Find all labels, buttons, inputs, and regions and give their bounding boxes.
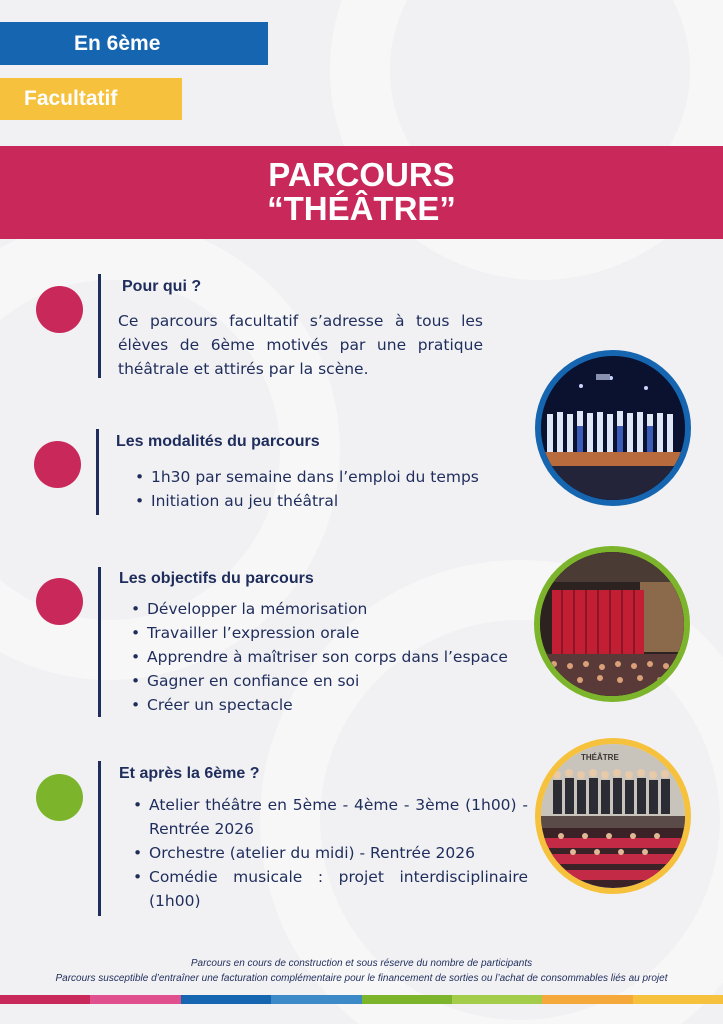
list-item: • Atelier théâtre en 5ème - 4ème - 3ème (1h00) - Rentrée 2026 — [133, 793, 528, 841]
footer-note-1: Parcours en cours de construction et sous réserve du nombre de participants — [190, 958, 533, 969]
section-dot-green — [36, 774, 83, 821]
list-item: • Orchestre (atelier du midi) - Rentrée 2026 — [133, 841, 528, 865]
stripe-segment — [181, 995, 271, 1004]
stage-performers-photo — [535, 350, 691, 506]
apres-list — [119, 793, 528, 913]
list-item: • Initiation au jeu théâtral — [135, 489, 516, 513]
stripe-segment — [542, 995, 632, 1004]
section-apres — [98, 761, 528, 916]
stripe-segment — [362, 995, 452, 1004]
section-pour-qui — [98, 274, 483, 378]
section-title: Les objectifs du parcours — [119, 570, 314, 587]
stripe-segment — [90, 995, 180, 1004]
list-item: • Comédie musicale : projet interdisciplinaire (1h00) — [133, 865, 528, 913]
list-item: • Apprendre à maîtriser son corps dans l’espace — [131, 645, 518, 669]
theatre-sign-text: THÉÂTRE — [581, 753, 619, 762]
section-title: Et après la 6ème ? — [119, 765, 260, 782]
list-item: • Gagner en confiance en soi — [131, 669, 518, 693]
section-dot-crimson — [34, 441, 81, 488]
auditorium-curtain-image — [540, 552, 684, 696]
section-dot-crimson — [36, 578, 83, 625]
color-stripe — [0, 995, 723, 1004]
section-objectifs — [98, 567, 518, 717]
auditorium-curtain-photo — [534, 546, 690, 702]
list-item: • Travailler l’expression orale — [131, 621, 518, 645]
section-dot-crimson — [36, 286, 83, 333]
optional-tag: Facultatif — [0, 78, 182, 120]
stripe-segment — [633, 995, 723, 1004]
stripe-segment — [452, 995, 542, 1004]
list-item: • Créer un spectacle — [131, 693, 518, 717]
title-banner — [0, 146, 723, 239]
list-item: • 1h30 par semaine dans l’emploi du temps — [135, 465, 516, 489]
section-title: Pour qui ? — [122, 278, 202, 295]
stripe-segment — [271, 995, 361, 1004]
section-modalites — [96, 429, 516, 515]
stripe-segment — [0, 995, 90, 1004]
section-body: Ce parcours facultatif s’adresse à tous les élèves de 6ème motivés par une pratique théâtrale et attirés par la scène. — [118, 312, 483, 378]
section-title: Les modalités du parcours — [116, 433, 320, 450]
theatre-group-image — [541, 744, 685, 888]
stage-performers-image — [541, 356, 685, 500]
objectifs-list — [119, 597, 518, 717]
theatre-group-photo — [535, 738, 691, 894]
footer-note-2: Parcours susceptible d’entraîner une facturation complémentaire pour le financement de sorties ou l’achat de consommables liés au projet — [55, 973, 668, 984]
page-title-line2: “THÉÂTRE” — [267, 190, 456, 227]
grade-tag: En 6ème — [0, 22, 268, 65]
list-item: • Développer la mémorisation — [131, 597, 518, 621]
page-title-line1: PARCOURS — [268, 156, 455, 193]
modalites-list — [116, 465, 516, 513]
